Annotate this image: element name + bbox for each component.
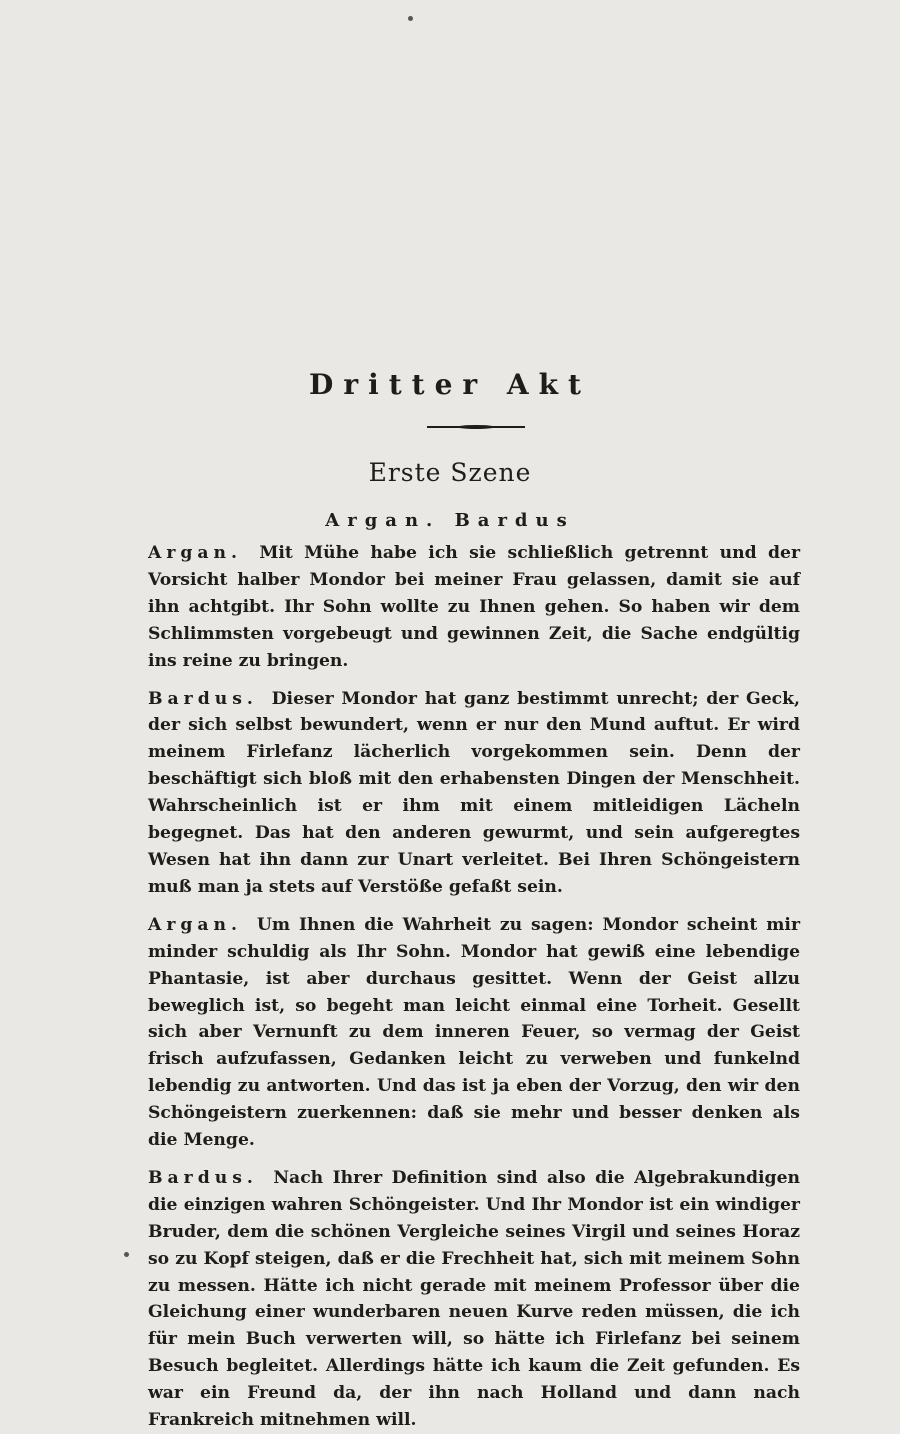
speech-paragraph (148, 1165, 800, 1434)
speech-text: Dieser Mondor hat ganz bestimmt unrecht; der Geck, der sich selbst bewundert, wenn er nur den Mund auftut. Er wird meinem Firlefanz lächerlich vorgekommen sein. Denn der beschäftigt sich bloß mit den erhabensten Dingen der Menschheit. Wahrscheinlich ist er ihm mit einem mitleidigen Lächeln begegnet. Das hat den anderen gewurmt, und sein aufgeregtes Wesen hat ihn dann zur Unart verleitet. Bei Ihren Schöngeistern muß man ja stets auf Verstöße gefaßt sein. (148, 688, 801, 897)
scene-title: Erste Szene (368, 458, 532, 487)
speech-text: Nach Ihrer Definition sind also die Algebrakundigen die einzigen wahren Schöngeister. Und Ihr Mondor ist ein windiger Bruder, dem die schönen Vergleiche seines Virgil und seines Horaz so zu Kopf steigen, daß er die Frechheit hat, sich mit meinem Sohn zu messen. Hätte ich nicht gerade mit meinem Professor über die Gleichung einer wunderbaren neuen Kurve reden müssen, die ich für mein Buch verwerten will, so hätte ich Firlefanz bei seinem Besuch begleitet. Allerdings hätte ich kaum die Zeit gefunden. Es war ein Freund da, der ihn nach Holland und dann nach Frankreich mitnehmen will. (148, 1167, 800, 1431)
speech-paragraph (148, 540, 800, 675)
speech-text: Mit Mühe habe ich sie schließlich getrennt und der Vorsicht halber Mondor bei meiner Frau gelassen, damit sie auf ihn achtgibt. Ihr Sohn wollte zu Ihnen gehen. So haben wir dem Schlimmsten vorgebeugt und gewinnen Zeit, die Sache endgültig ins reine zu bringen. (148, 543, 801, 671)
act-title: Dritter Akt (309, 368, 591, 401)
speech-paragraph (148, 686, 800, 901)
dialogue (148, 540, 800, 1434)
speech-paragraph (148, 912, 800, 1154)
speaker-name: Argan. (148, 543, 243, 563)
ink-speck-bottom (124, 1252, 129, 1257)
speaker-name: Bardus. (148, 688, 258, 709)
title-divider (427, 426, 525, 428)
ink-speck-top (408, 16, 413, 21)
scene-characters: Argan. Bardus (325, 510, 575, 531)
speaker-name: Argan. (148, 914, 243, 935)
speech-text: Um Ihnen die Wahrheit zu sagen: Mondor scheint mir minder schuldig als Ihr Sohn. Mondor hat gewiß eine lebendige Phantasie, ist aber durchaus gesittet. Wenn der Geist allzu beweglich ist, so begeht man leicht einmal eine Torheit. Gesellt sich aber Vernunft zu dem inneren Feuer, so vermag der Geist frisch aufzufassen, Gedanken leicht zu verweben und funkelnd lebendig zu antworten. Und das ist ja eben der Vorzug, den wir den Schöngeistern zuerkennen: daß sie mehr und besser denken als die Menge. (148, 914, 801, 1151)
speaker-name: Bardus. (148, 1167, 258, 1188)
